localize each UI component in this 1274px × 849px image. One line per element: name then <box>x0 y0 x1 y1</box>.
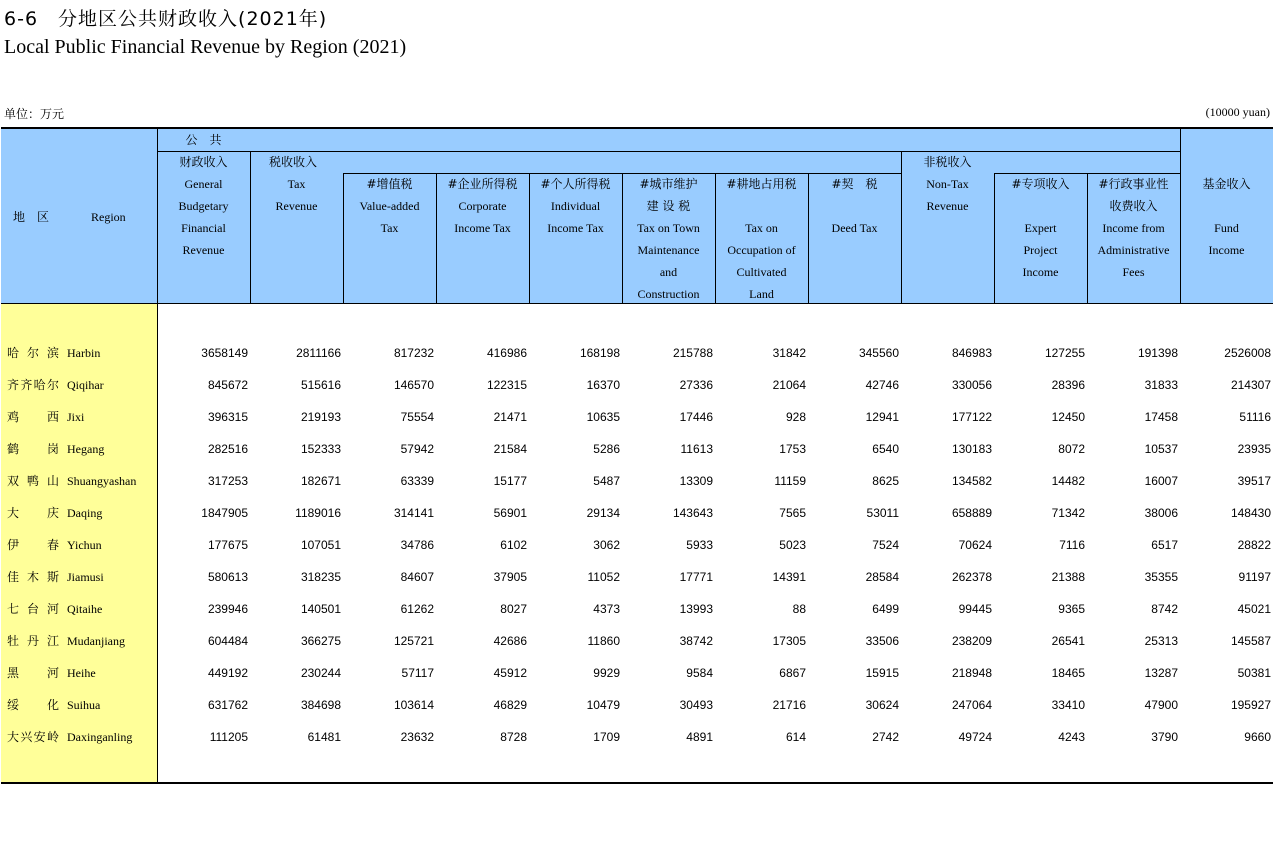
table-cell: 70624 <box>958 538 992 552</box>
header-region-en: Region <box>91 210 126 224</box>
region-name-en: Harbin <box>67 346 101 360</box>
table-cell: 49724 <box>958 730 992 744</box>
region-name-en: Jixi <box>67 410 85 424</box>
table-cell: 7565 <box>779 506 806 520</box>
region-name-cn: 鹤岗 <box>7 442 59 456</box>
table-cell: 30493 <box>679 698 713 712</box>
table-cell: 10537 <box>1144 442 1178 456</box>
header-nontax-revenue: Non-Tax Revenue <box>926 177 969 213</box>
table-cell: 4891 <box>686 730 713 744</box>
table-cell: 11052 <box>587 570 620 584</box>
table-cell: 11613 <box>680 442 713 456</box>
unit-label-english: (10000 yuan) <box>1205 105 1270 119</box>
table-cell: 84607 <box>400 570 434 584</box>
table-cell: 15177 <box>493 474 527 488</box>
table-cell: 282516 <box>207 442 248 456</box>
table-cell: 4373 <box>593 602 620 616</box>
table-cell: 56901 <box>493 506 527 520</box>
table-cell: 13309 <box>679 474 713 488</box>
table-cell: 168198 <box>579 346 620 360</box>
table-cell: 30624 <box>865 698 899 712</box>
table-cell: 29134 <box>586 506 620 520</box>
region-name-en: Daxinganling <box>67 730 133 744</box>
table-cell: 33506 <box>865 634 899 648</box>
table-cell: 604484 <box>207 634 248 648</box>
table-cell: 318235 <box>300 570 341 584</box>
table-cell: 50381 <box>1237 666 1271 680</box>
header-vat: #增值税 Value-added Tax <box>359 177 420 235</box>
table-cell: 7116 <box>1059 538 1085 552</box>
table-cell: 39517 <box>1237 474 1271 488</box>
table-cell: 23935 <box>1237 442 1271 456</box>
table-cell: 17458 <box>1144 410 1178 424</box>
table-cell: 6102 <box>500 538 527 552</box>
region-name-en: Mudanjiang <box>67 634 125 648</box>
header-deed-tax: #契 税 Deed Tax <box>831 177 878 235</box>
table-cell: 16370 <box>586 378 620 392</box>
table-cell: 17446 <box>679 410 713 424</box>
table-cell: 195927 <box>1230 698 1271 712</box>
table-cell: 449192 <box>207 666 248 680</box>
header-corporate-tax: #企业所得税 Corporate Income Tax <box>447 177 518 235</box>
table-cell: 45021 <box>1237 602 1271 616</box>
region-name-cn: 齐齐哈尔 <box>7 378 59 392</box>
table-cell: 1753 <box>779 442 806 456</box>
table-cell: 5933 <box>686 538 713 552</box>
region-name-en: Daqing <box>67 506 103 520</box>
table-cell: 130183 <box>951 442 992 456</box>
table-cell: 148430 <box>1230 506 1271 520</box>
table-cell: 57942 <box>400 442 434 456</box>
table-cell: 218948 <box>951 666 992 680</box>
region-name-en: Shuangyashan <box>67 474 137 488</box>
table-cell: 47900 <box>1144 698 1178 712</box>
region-name-cn: 牡丹江 <box>7 634 59 648</box>
table-cell: 515616 <box>300 378 341 392</box>
table-cell: 13287 <box>1144 666 1178 680</box>
table-cell: 71342 <box>1051 506 1085 520</box>
table-cell: 34786 <box>400 538 434 552</box>
table-row <box>1 721 1273 753</box>
table-cell: 384698 <box>300 698 341 712</box>
table-cell: 127255 <box>1044 346 1085 360</box>
table-cell: 6867 <box>779 666 806 680</box>
header-fund-income: 基金收入 Fund Income <box>1202 177 1251 257</box>
table-cell: 845672 <box>207 378 248 392</box>
table-cell: 9584 <box>686 666 713 680</box>
table-cell: 10479 <box>586 698 620 712</box>
table-cell: 262378 <box>951 570 992 584</box>
table-cell: 6499 <box>872 602 899 616</box>
table-row <box>1 337 1273 369</box>
table-cell: 31842 <box>772 346 806 360</box>
table-cell: 15915 <box>865 666 899 680</box>
table-cell: 182671 <box>300 474 341 488</box>
table-cell: 846983 <box>951 346 992 360</box>
header-special-income: #专项收入 Expert Project Income <box>1011 177 1070 279</box>
table-cell: 38006 <box>1144 506 1178 520</box>
table-cell: 21471 <box>493 410 527 424</box>
table-cell: 928 <box>785 410 806 424</box>
table-cell: 317253 <box>207 474 248 488</box>
table-row <box>1 497 1273 529</box>
table-cell: 23632 <box>400 730 434 744</box>
table-cell: 219193 <box>300 410 341 424</box>
table-cell: 61481 <box>307 730 341 744</box>
table-cell: 28822 <box>1237 538 1271 552</box>
table-cell: 17305 <box>772 634 806 648</box>
region-name-en: Jiamusi <box>67 570 104 584</box>
table-cell: 238209 <box>951 634 992 648</box>
table-row <box>1 657 1273 689</box>
table-cell: 3658149 <box>201 346 248 360</box>
region-name-en: Yichun <box>67 538 102 552</box>
table-cell: 57117 <box>401 666 434 680</box>
table-cell: 8728 <box>500 730 527 744</box>
table-cell: 314141 <box>393 506 434 520</box>
region-name-cn: 黑河 <box>7 666 59 680</box>
table-cell: 146570 <box>393 378 434 392</box>
table-cell: 12450 <box>1051 410 1085 424</box>
table-row <box>1 465 1273 497</box>
table-cell: 42686 <box>493 634 527 648</box>
table-cell: 631762 <box>207 698 248 712</box>
table-cell: 103614 <box>393 698 434 712</box>
table-cell: 1709 <box>593 730 620 744</box>
table-cell: 8625 <box>872 474 899 488</box>
table-cell: 145587 <box>1230 634 1271 648</box>
table-cell: 111205 <box>209 730 248 744</box>
table-cell: 42746 <box>865 378 899 392</box>
table-cell: 75554 <box>400 410 434 424</box>
region-name-en: Qiqihar <box>67 378 104 392</box>
table-cell: 3062 <box>593 538 620 552</box>
table-cell: 177122 <box>951 410 992 424</box>
table-cell: 53011 <box>866 506 899 520</box>
region-name-en: Hegang <box>67 442 105 456</box>
table-header <box>1 127 1273 304</box>
region-name-cn: 佳木斯 <box>7 570 59 584</box>
table-cell: 6540 <box>872 442 899 456</box>
table-bottom-rule <box>1 782 1273 784</box>
table-cell: 13993 <box>679 602 713 616</box>
table-row <box>1 593 1273 625</box>
table-cell: 3790 <box>1151 730 1178 744</box>
region-name-cn: 鸡西 <box>7 410 59 424</box>
table-cell: 580613 <box>207 570 248 584</box>
table-row <box>1 369 1273 401</box>
table-cell: 191398 <box>1137 346 1178 360</box>
table-cell: 396315 <box>207 410 248 424</box>
table-cell: 12941 <box>865 410 899 424</box>
table-cell: 5286 <box>593 442 620 456</box>
table-cell: 125721 <box>393 634 434 648</box>
table-cell: 122315 <box>486 378 527 392</box>
table-row <box>1 625 1273 657</box>
title-english: Local Public Financial Revenue by Region (2021) <box>4 36 407 58</box>
table-cell: 99445 <box>958 602 992 616</box>
table-cell: 21064 <box>772 378 806 392</box>
table-cell: 63339 <box>400 474 434 488</box>
unit-label-chinese: 单位：万元 <box>4 107 65 121</box>
table-row <box>1 689 1273 721</box>
table-cell: 21388 <box>1051 570 1085 584</box>
table-cell: 134582 <box>951 474 992 488</box>
table-cell: 658889 <box>951 506 992 520</box>
table-cell: 8742 <box>1151 602 1178 616</box>
region-name-cn: 哈尔滨 <box>7 346 59 360</box>
title-chinese: 6-6 分地区公共财政收入(2021年) <box>4 8 328 30</box>
header-general-revenue: 公 共 财政收入 General Budgetary Financial Revenue <box>178 133 229 257</box>
table-row <box>1 401 1273 433</box>
table-cell: 45912 <box>493 666 527 680</box>
table-cell: 330056 <box>951 378 992 392</box>
table-cell: 9365 <box>1058 602 1085 616</box>
region-name-cn: 伊春 <box>7 538 59 552</box>
header-nontax-revenue-cn: 非税收入 <box>923 155 972 169</box>
table-cell: 91197 <box>1238 570 1271 584</box>
header-tax-revenue-cn: 税收收入 <box>269 155 318 169</box>
table-cell: 8072 <box>1058 442 1085 456</box>
table-cell: 152333 <box>300 442 341 456</box>
table-cell: 1847905 <box>201 506 248 520</box>
table-cell: 16007 <box>1144 474 1178 488</box>
table-cell: 5487 <box>593 474 620 488</box>
table-cell: 10635 <box>586 410 620 424</box>
table-cell: 214307 <box>1230 378 1271 392</box>
header-administrative-fees: #行政事业性 收费收入 Income from Administrative Fees <box>1097 177 1170 279</box>
region-name-en: Suihua <box>67 698 101 712</box>
table-cell: 18465 <box>1051 666 1085 680</box>
table-cell: 46829 <box>493 698 527 712</box>
table-row <box>1 529 1273 561</box>
table-cell: 239946 <box>207 602 248 616</box>
table-cell: 88 <box>792 602 806 616</box>
header-individual-tax: #个人所得税 Individual Income Tax <box>540 177 611 235</box>
table-cell: 614 <box>785 730 806 744</box>
table-cell: 38742 <box>679 634 713 648</box>
table-cell: 51116 <box>1239 410 1271 424</box>
table-cell: 9660 <box>1244 730 1271 744</box>
table-cell: 2742 <box>872 730 899 744</box>
table-cell: 817232 <box>393 346 434 360</box>
table-cell: 37905 <box>493 570 527 584</box>
region-name-cn: 大兴安岭 <box>7 730 59 744</box>
table-cell: 27336 <box>679 378 713 392</box>
table-cell: 140501 <box>300 602 341 616</box>
table-row <box>1 561 1273 593</box>
header-region-cn: 地 区 <box>13 210 50 224</box>
table-cell: 61262 <box>400 602 434 616</box>
table-cell: 14391 <box>772 570 806 584</box>
table-cell: 21716 <box>772 698 806 712</box>
table-cell: 28396 <box>1051 378 1085 392</box>
table-cell: 230244 <box>300 666 341 680</box>
table-cell: 6517 <box>1151 538 1178 552</box>
table-cell: 4243 <box>1058 730 1085 744</box>
table-cell: 31833 <box>1144 378 1178 392</box>
table-cell: 107051 <box>300 538 341 552</box>
region-name-cn: 双鸭山 <box>7 474 59 488</box>
table-cell: 345560 <box>858 346 899 360</box>
table-cell: 1189016 <box>295 506 341 520</box>
table-cell: 2811166 <box>296 346 341 360</box>
table-cell: 11159 <box>774 474 806 488</box>
table-cell: 11860 <box>587 634 620 648</box>
table-cell: 366275 <box>300 634 341 648</box>
table-cell: 215788 <box>672 346 713 360</box>
header-tax-revenue: Tax Revenue <box>275 177 318 213</box>
table-cell: 17771 <box>679 570 713 584</box>
table-cell: 247064 <box>951 698 992 712</box>
table-cell: 416986 <box>486 346 527 360</box>
region-name-en: Qitaihe <box>67 602 103 616</box>
table-cell: 25313 <box>1144 634 1178 648</box>
table-cell: 177675 <box>207 538 248 552</box>
table-cell: 21584 <box>493 442 527 456</box>
table-cell: 9929 <box>593 666 620 680</box>
region-name-cn: 绥化 <box>7 698 59 712</box>
table-cell: 5023 <box>779 538 806 552</box>
header-urban-maintenance-tax: #城市维护 建 设 税 Tax on Town Maintenance and Construction <box>637 177 700 301</box>
table-cell: 26541 <box>1051 634 1085 648</box>
region-name-en: Heihe <box>67 666 96 680</box>
table-cell: 14482 <box>1051 474 1085 488</box>
region-name-cn: 大庆 <box>7 506 59 520</box>
table-row <box>1 433 1273 465</box>
table-cell: 2526008 <box>1224 346 1271 360</box>
table-cell: 35355 <box>1144 570 1178 584</box>
region-name-cn: 七台河 <box>7 602 59 616</box>
table-cell: 143643 <box>672 506 713 520</box>
table-cell: 8027 <box>500 602 527 616</box>
table-cell: 33410 <box>1051 698 1085 712</box>
table-cell: 7524 <box>872 538 899 552</box>
header-land-occupation-tax: #耕地占用税 Tax on Occupation of Cultivated Land <box>726 177 797 301</box>
table-cell: 28584 <box>865 570 899 584</box>
